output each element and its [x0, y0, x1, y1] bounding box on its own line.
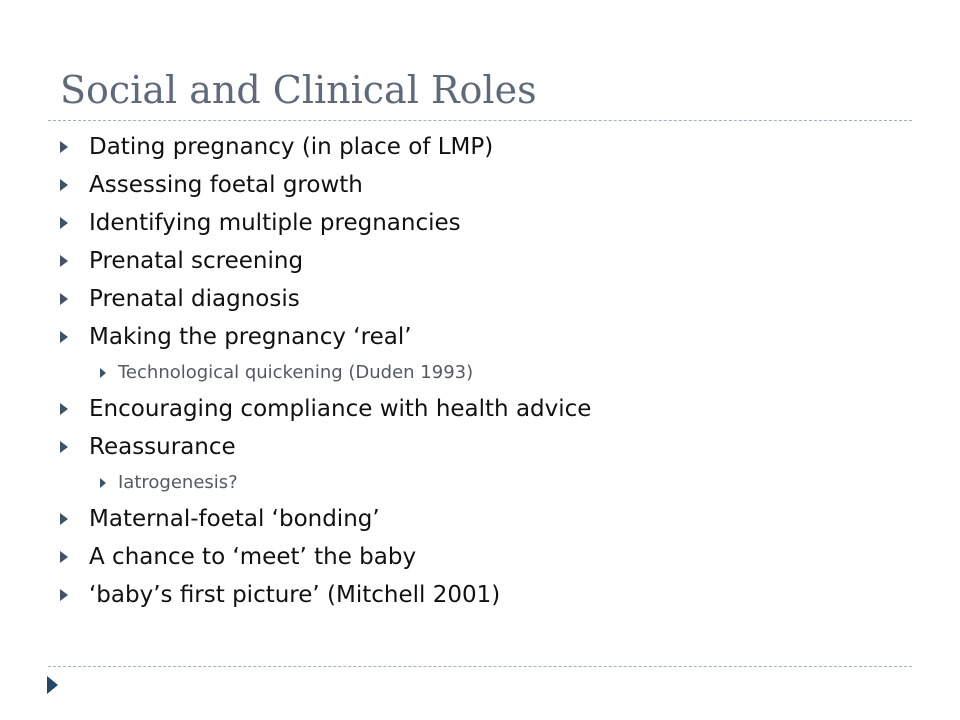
bullet-text: Identifying multiple pregnancies	[89, 210, 461, 236]
bullet-item	[0, 242, 960, 280]
bullet-arrow-icon	[60, 513, 68, 525]
bullet-list	[0, 128, 960, 614]
bullet-item	[0, 204, 960, 242]
bullet-arrow-icon	[60, 255, 68, 267]
bullet-item	[0, 318, 960, 356]
footer-divider	[48, 666, 912, 667]
bullet-text: Encouraging compliance with health advice	[89, 396, 592, 422]
sub-bullet-text: Technological quickening (Duden 1993)	[118, 362, 474, 383]
bullet-text: Maternal-foetal ‘bonding’	[89, 506, 380, 532]
bullet-arrow-icon	[60, 551, 68, 563]
bullet-text: Reassurance	[89, 434, 236, 460]
bullet-arrow-icon	[60, 589, 68, 601]
bullet-text: Assessing foetal growth	[89, 172, 363, 198]
bullet-item	[0, 166, 960, 204]
bullet-item	[0, 576, 960, 614]
bullet-arrow-icon	[60, 217, 68, 229]
bullet-text: Prenatal diagnosis	[89, 286, 300, 312]
bullet-text: Dating pregnancy (in place of LMP)	[89, 134, 494, 160]
bullet-arrow-icon	[60, 293, 68, 305]
bullet-text: A chance to ‘meet’ the baby	[89, 544, 417, 570]
bullet-arrow-icon	[60, 141, 68, 153]
bullet-arrow-icon	[60, 179, 68, 191]
bullet-text: ‘baby’s first picture’ (Mitchell 2001)	[89, 582, 501, 608]
bullet-item	[0, 428, 960, 466]
bullet-text: Prenatal screening	[89, 248, 304, 274]
bullet-arrow-icon	[60, 331, 68, 343]
sub-bullet-arrow-icon	[100, 368, 106, 378]
sub-bullet-arrow-icon	[100, 478, 106, 488]
sub-bullet-item	[0, 466, 960, 500]
bullet-item	[0, 390, 960, 428]
bullet-item	[0, 500, 960, 538]
slide-title: Social and Clinical Roles	[60, 68, 537, 112]
bullet-arrow-icon	[60, 441, 68, 453]
bullet-item	[0, 128, 960, 166]
bullet-item	[0, 538, 960, 576]
bullet-text: Making the pregnancy ‘real’	[89, 324, 412, 350]
title-divider	[48, 120, 912, 121]
sub-bullet-item	[0, 356, 960, 390]
bullet-arrow-icon	[60, 403, 68, 415]
sub-bullet-text: Iatrogenesis?	[118, 472, 238, 493]
corner-triangle-icon	[47, 676, 58, 694]
bullet-item	[0, 280, 960, 318]
